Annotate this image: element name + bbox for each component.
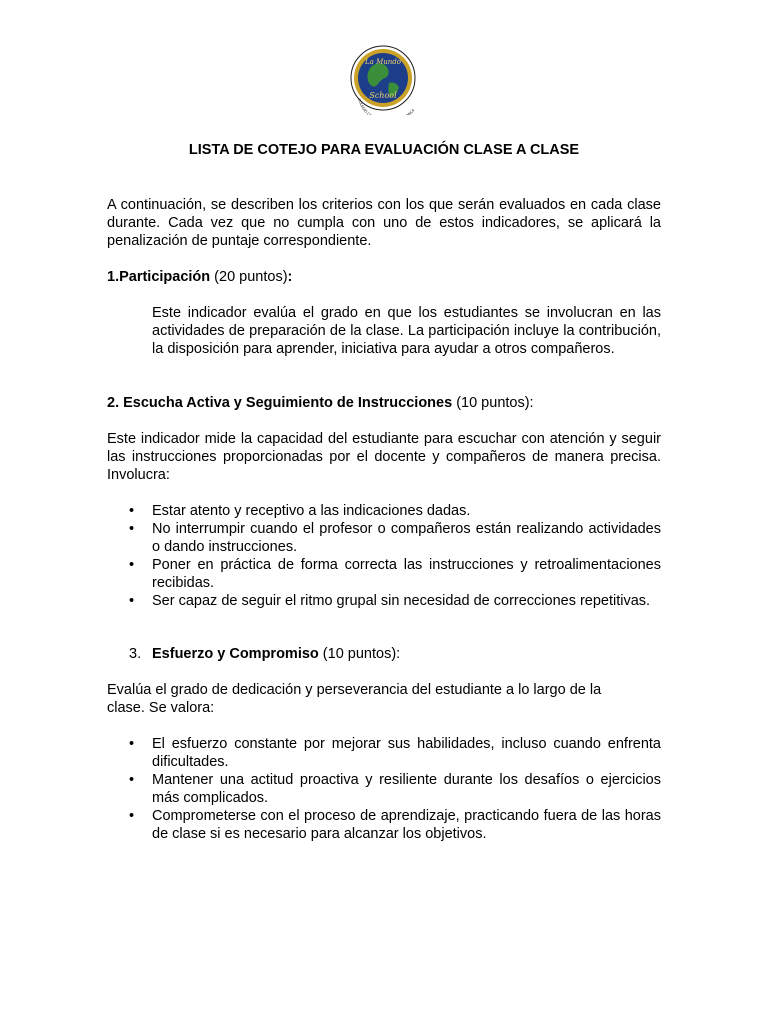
- logo-text-top: La Mundo: [365, 58, 401, 66]
- intro-paragraph: A continuación, se describen los criterios con los que serán evaluados en cada clase durante. Cada vez que no cumpla con uno de estos indicadores, se aplicará la penalización de puntaje correspondiente.: [107, 197, 661, 249]
- list-item-text: Estar atento y receptivo a las indicaciones dadas.: [152, 503, 471, 519]
- section1-colon: :: [287, 269, 293, 285]
- list-item: [107, 556, 661, 592]
- list-item: [107, 807, 661, 843]
- bullet-icon: •: [129, 736, 135, 752]
- bullet-icon: •: [129, 772, 135, 788]
- list-item-text: Poner en práctica de forma correcta las instrucciones y retroalimentaciones recibidas.: [152, 557, 661, 591]
- section3-bullet-list: [107, 735, 661, 843]
- bullet-icon: •: [129, 503, 135, 519]
- section2-bullet-list: [107, 502, 661, 610]
- list-item-text: Ser capaz de seguir el ritmo grupal sin necesidad de correcciones repetitivas.: [152, 593, 651, 609]
- section1-name: Participación: [119, 269, 211, 285]
- logo-text-bottom: School: [369, 91, 397, 100]
- section1-number: 1.: [107, 269, 120, 285]
- page-title: LISTA DE COTEJO PARA EVALUACIÓN CLASE A CLASE: [188, 142, 580, 158]
- section3-number: 3.: [129, 646, 142, 662]
- section2-points: (10 puntos):: [452, 395, 534, 411]
- bullet-icon: •: [129, 521, 135, 537]
- section1-description: Este indicador evalúa el grado en que los estudiantes se involucran en las actividades de preparación de la clase. La participación incluye la contribución, la disposición para aprender, iniciativa para ayudar a otros compañeros.: [152, 305, 661, 357]
- bullet-icon: •: [129, 557, 135, 573]
- list-item-text: El esfuerzo constante por mejorar sus habilidades, incluso cuando enfrenta dificultades.: [152, 736, 661, 770]
- list-item-text: No interrumpir cuando el profesor o compañeros están realizando actividades o dando instrucciones.: [152, 521, 661, 555]
- section1-heading: [107, 268, 292, 286]
- section2-name: 2. Escucha Activa y Seguimiento de Instrucciones: [107, 395, 453, 411]
- list-item: [107, 592, 661, 610]
- list-item: [107, 735, 661, 771]
- bullet-icon: •: [129, 593, 135, 609]
- list-item-text: Comprometerse con el proceso de aprendizaje, practicando fuera de las horas de clase si es necesario para alcanzar los objetivos.: [152, 808, 661, 842]
- section3-title: [152, 645, 400, 663]
- section3-points: (10 puntos):: [318, 646, 401, 662]
- list-item-text: Mantener una actitud proactiva y resiliente durante los desafíos o ejercicios más complicados.: [152, 772, 661, 806]
- section3-name: Esfuerzo y Compromiso: [152, 646, 319, 662]
- section1-points: (20 puntos): [210, 269, 288, 285]
- list-item: [107, 502, 661, 520]
- list-item: [107, 771, 661, 807]
- school-globe-logo-icon: [347, 43, 427, 115]
- section2-description: Este indicador mide la capacidad del estudiante para escuchar con atención y seguir las instrucciones proporcionadas por el docente y compañeros de manera precisa. Involucra:: [107, 431, 661, 483]
- list-item: [107, 520, 661, 556]
- section3-description: Evalúa el grado de dedicación y perseverancia del estudiante a lo largo de la clase. Se valora:: [107, 682, 602, 716]
- section2-heading: [107, 394, 534, 412]
- logo-ring-text: COLEGIO C MICA: [357, 98, 416, 115]
- bullet-icon: •: [129, 808, 135, 824]
